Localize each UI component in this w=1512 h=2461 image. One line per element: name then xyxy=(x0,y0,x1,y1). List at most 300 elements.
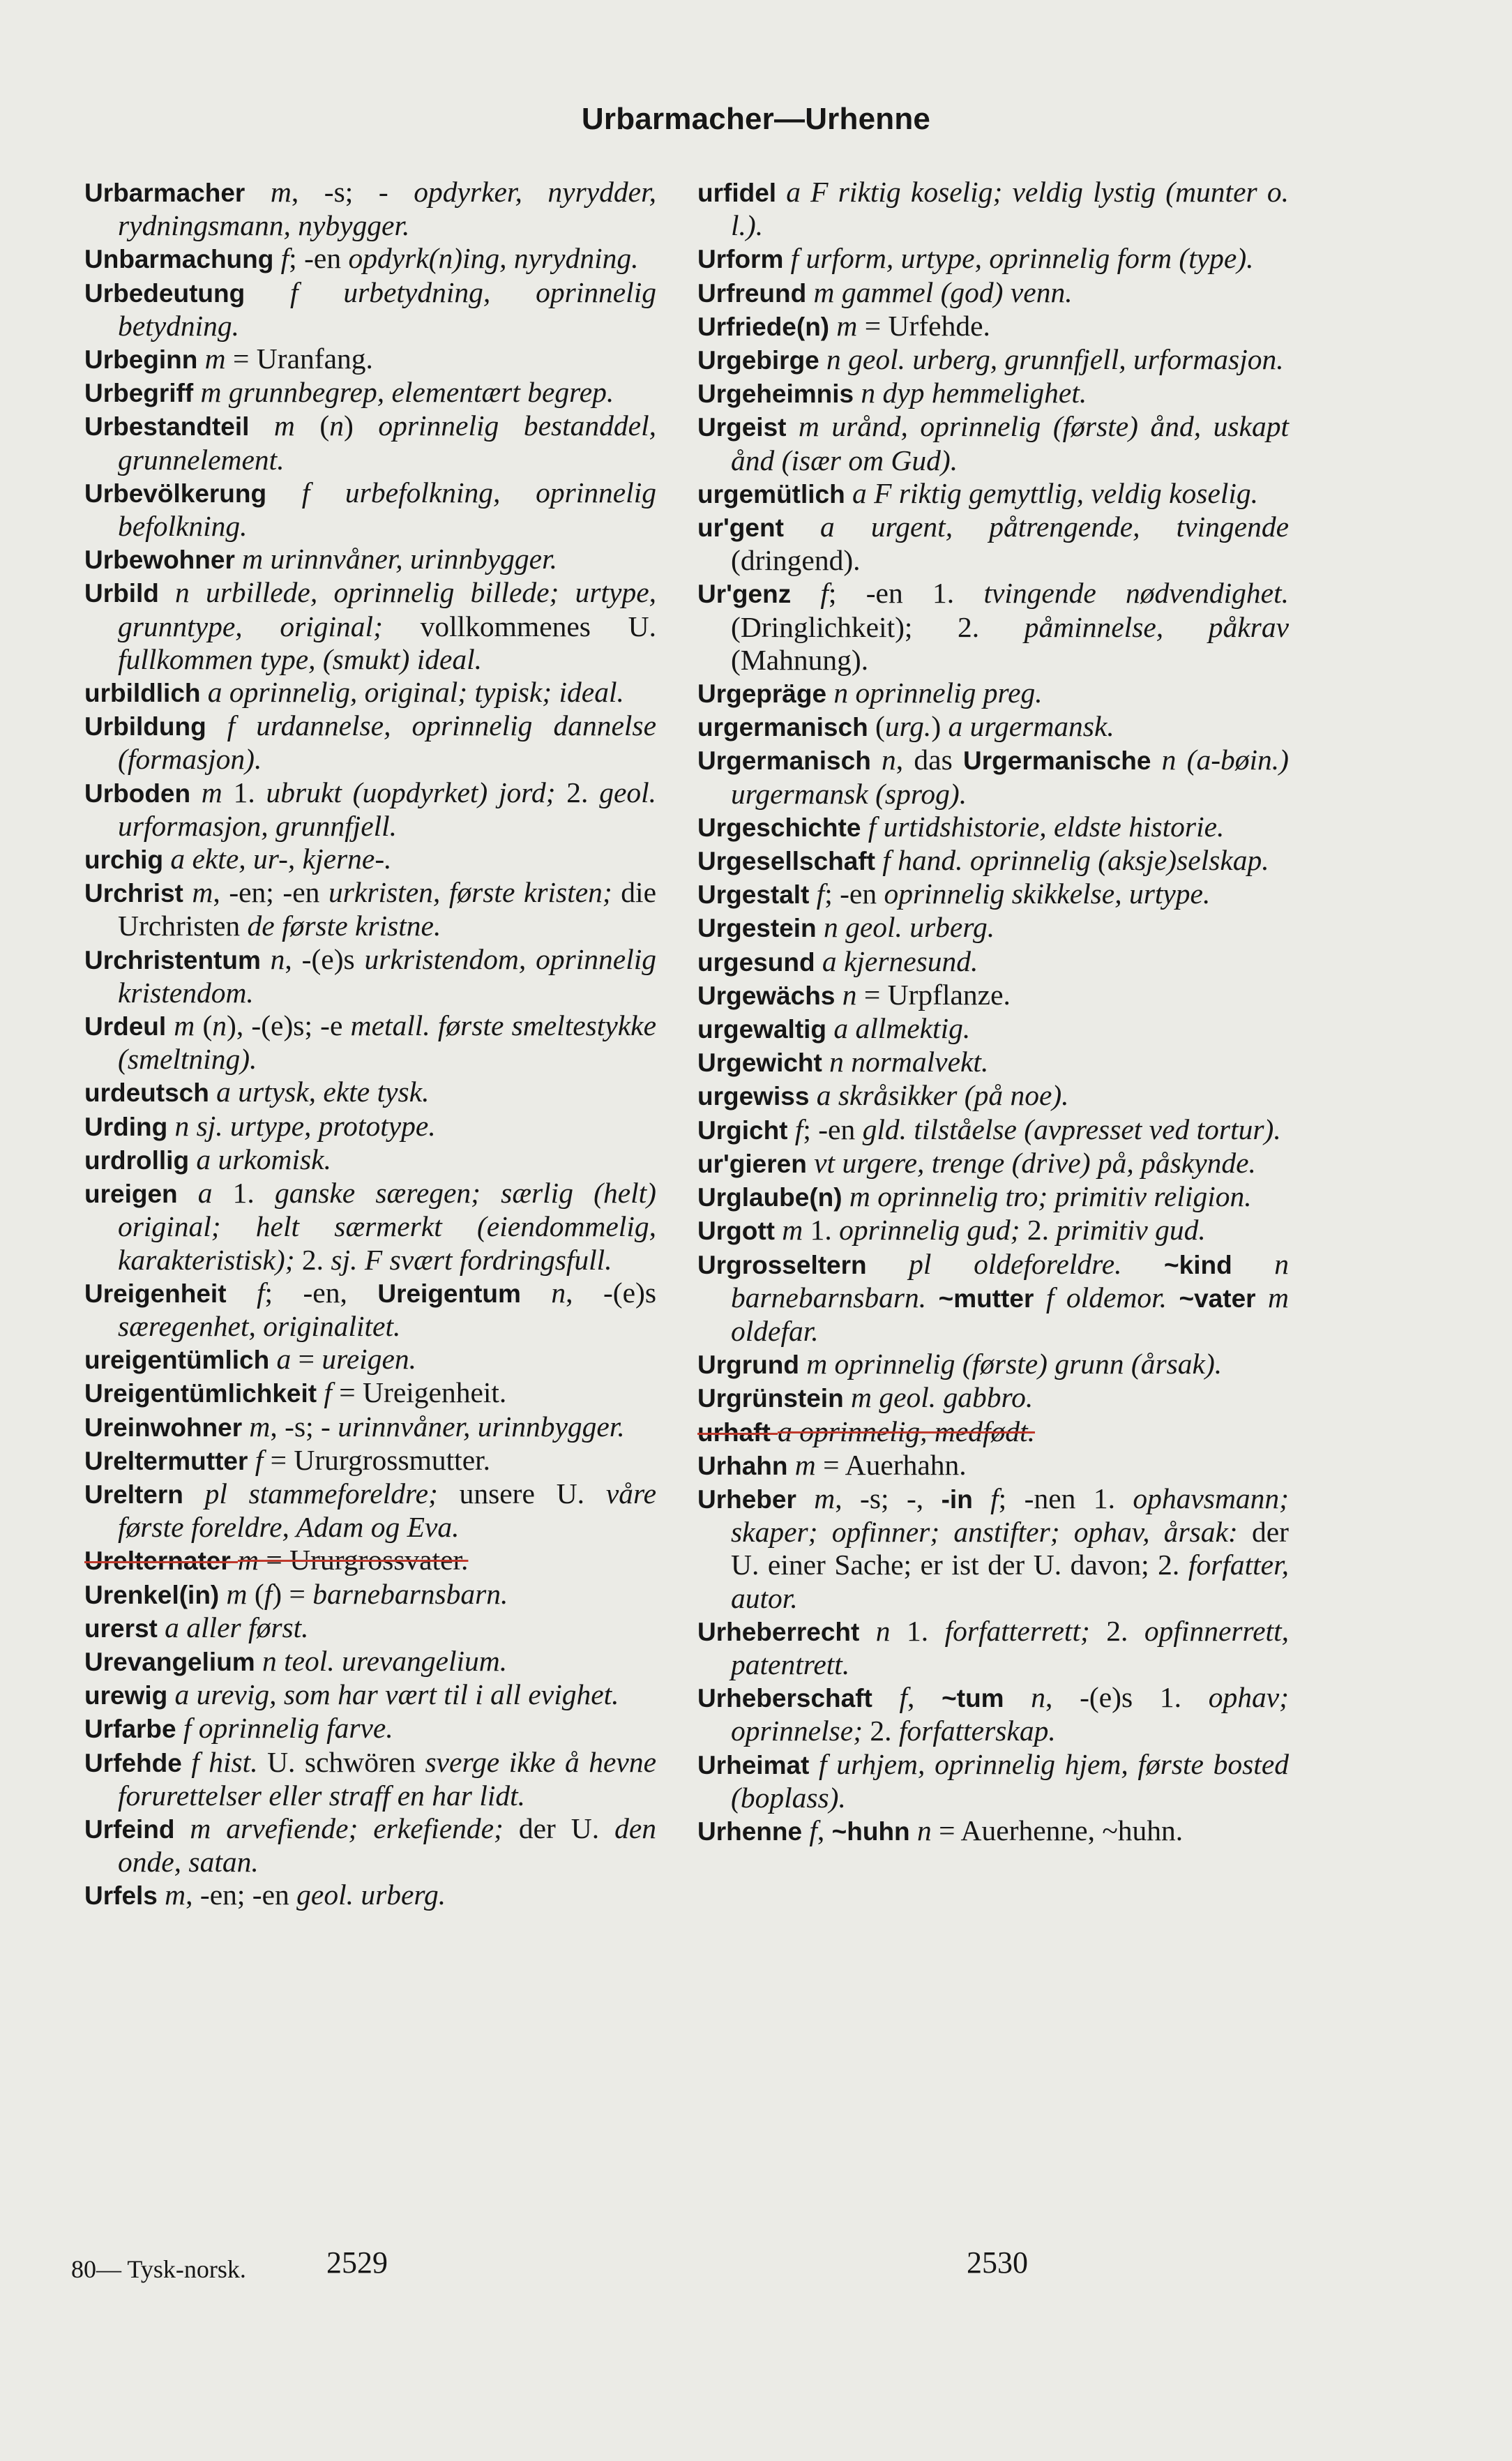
entry-text: m xyxy=(192,876,213,909)
entry-text: n urbillede, oprinnelig billede; urtype, grunntype, original; xyxy=(118,576,656,642)
dictionary-entry xyxy=(84,1177,656,1277)
entry-text: = Ururgrossvater. xyxy=(259,1544,469,1576)
dictionary-entry xyxy=(84,242,656,276)
headword: ur'gieren xyxy=(697,1149,815,1178)
entry-text: (Dringlichkeit); 2. xyxy=(731,610,1025,643)
entry-text: ubrukt (uopdyrket) jord; xyxy=(266,776,556,808)
entry-text: ) xyxy=(931,710,948,743)
headword: Urbewohner xyxy=(84,545,243,575)
entry-text: f xyxy=(280,242,289,275)
headword: Urgeheimnis xyxy=(697,379,861,409)
entry-text: m xyxy=(273,409,295,442)
entry-text: primitiv gud. xyxy=(1056,1214,1206,1247)
headword: urgesund xyxy=(697,947,822,977)
dictionary-entry xyxy=(84,176,656,242)
entry-text: a kjernesund. xyxy=(822,944,978,977)
dictionary-entry xyxy=(84,676,656,709)
dictionary-entry xyxy=(697,911,1289,944)
dictionary-entry xyxy=(697,377,1289,410)
headword: Urchrist xyxy=(84,879,192,908)
left-column xyxy=(84,176,656,1913)
entry-text: n teol. urevangelium. xyxy=(262,1644,508,1677)
dictionary-entry xyxy=(697,1482,1289,1615)
entry-text: oprinnelig bestanddel, grunnelement. xyxy=(118,409,657,476)
entry-text: særegenhet, originalitet. xyxy=(118,1309,401,1342)
entry-text: ; -en xyxy=(289,242,349,275)
entry-text: ~kind xyxy=(1121,1250,1275,1279)
entry-text: (dringend). xyxy=(731,544,861,577)
entry-text: 1. xyxy=(890,1614,945,1647)
entry-text: = Urfehde. xyxy=(857,309,990,342)
entry-text: m xyxy=(249,1410,271,1443)
dictionary-entry xyxy=(697,710,1289,744)
entry-text: pl oldeforeldre. xyxy=(909,1247,1122,1280)
entry-text: a urgermansk. xyxy=(948,710,1114,743)
entry-text: 2. xyxy=(863,1715,899,1747)
headword: Urfriede(n) xyxy=(697,312,837,341)
entry-text: m arvefiende; erkefiende; xyxy=(190,1812,504,1844)
headword: ur'gent xyxy=(697,513,820,543)
entry-text: ; -en 1. xyxy=(828,577,984,610)
dictionary-entry xyxy=(697,1147,1289,1180)
entry-text: n xyxy=(916,1814,932,1846)
entry-text: f urform, urtype, oprinnelig form (type). xyxy=(790,242,1254,275)
entry-text: a F riktig koselig; veldig lystig (munter o. l.). xyxy=(731,176,1290,242)
headword: Urgesellschaft xyxy=(697,847,883,876)
headword: Urgewicht xyxy=(697,1048,830,1078)
headword: Urbarmacher xyxy=(84,179,271,207)
entry-text: m xyxy=(782,1214,803,1247)
running-header: Urbarmacher—Urhenne xyxy=(581,102,931,136)
entry-text: , -(e)s xyxy=(566,1276,656,1309)
headword: Urfarbe xyxy=(84,1715,183,1744)
headword: Ureltermutter xyxy=(84,1446,255,1475)
entry-text: a F riktig gemyttlig, veldig koselig. xyxy=(852,476,1259,509)
headword: Urhahn xyxy=(697,1451,795,1480)
entry-text: 2. xyxy=(294,1243,331,1276)
entry-text: = Auerhahn. xyxy=(815,1448,967,1481)
dictionary-entry xyxy=(84,1076,656,1109)
dictionary-entry xyxy=(84,1645,656,1678)
entry-text: f urbetydning, oprinnelig betydning. xyxy=(118,276,656,342)
entry-text: m xyxy=(204,343,226,375)
dictionary-entry xyxy=(84,1477,656,1544)
dictionary-entry xyxy=(697,1248,1289,1348)
headword: urdrollig xyxy=(84,1145,197,1175)
dictionary-entry xyxy=(84,1678,656,1712)
entry-text: n xyxy=(270,942,285,975)
headword: urbildlich xyxy=(84,679,208,708)
headword: Urgrünstein xyxy=(697,1384,851,1413)
entry-text: m oprinnelig (første) grunn (årsak). xyxy=(806,1348,1223,1380)
entry-text: ( xyxy=(195,1009,213,1042)
dictionary-entry xyxy=(697,310,1289,343)
headword: urfidel xyxy=(697,179,787,207)
headword: Urbestandteil xyxy=(84,412,274,442)
entry-text: (Mahnung). xyxy=(731,643,869,676)
headword: Ureigentümlichkeit xyxy=(84,1379,324,1408)
headword: urgewaltig xyxy=(697,1015,834,1044)
headword: Urfreund xyxy=(697,278,814,308)
entry-text: geol. urformasjon, grunnfjell. xyxy=(118,776,657,842)
dictionary-entry xyxy=(84,1009,656,1076)
entry-text: , -s; - xyxy=(291,176,414,208)
entry-text: ~vater xyxy=(1167,1284,1269,1313)
page-number-right: 2530 xyxy=(967,2245,1028,2280)
page-number-left: 2529 xyxy=(326,2245,388,2280)
entry-text: n xyxy=(1031,1681,1045,1714)
entry-text: forfatter, autor. xyxy=(731,1549,1289,1614)
entry-text: Urgermanische xyxy=(963,746,1162,776)
entry-text: a oprinnelig, original; typisk; ideal. xyxy=(207,676,624,709)
entry-text: geol. urberg. xyxy=(296,1879,446,1911)
entry-text: sj. F svært fordringsfull. xyxy=(331,1243,612,1276)
headword: Unbarmachung xyxy=(84,245,281,274)
entry-text: 1. xyxy=(803,1214,840,1247)
entry-text: m xyxy=(201,776,222,808)
entry-text: U. schwören xyxy=(257,1745,425,1778)
entry-text: ganske særegen; særlig (helt) original; helt særmerkt (eiendommelig, karakteristisk); xyxy=(118,1177,657,1276)
entry-text: ; -en xyxy=(824,878,884,910)
entry-text: n dyp hemmelighet. xyxy=(861,377,1087,409)
entry-text: n geol. urberg, grunnfjell, urformasjon. xyxy=(826,343,1284,376)
entry-text: ; -en xyxy=(803,1113,863,1145)
entry-text: m xyxy=(270,176,292,208)
entry-text: metall. første smeltestykke (smeltning). xyxy=(118,1009,657,1076)
entry-text: = Uranfang. xyxy=(225,343,373,375)
entry-text: oprinnelig skikkelse, urtype. xyxy=(884,878,1211,910)
headword: Urgewächs xyxy=(697,981,842,1010)
entry-text: opdyrk(n)ing, nyrydning. xyxy=(348,242,639,275)
headword: ureigen xyxy=(84,1180,198,1209)
headword: Urgeist xyxy=(697,413,799,442)
entry-text: de første kristne. xyxy=(247,910,441,942)
entry-text: f urdannelse, oprinnelig dannelse (formasjon). xyxy=(118,709,656,776)
headword: Urchristentum xyxy=(84,945,271,974)
entry-text: n xyxy=(212,1009,227,1042)
dictionary-entry xyxy=(697,1415,1289,1449)
dictionary-entry xyxy=(84,1444,656,1477)
headword: Urenkel(in) xyxy=(84,1580,227,1609)
entry-text: a urtysk, ekte tysk. xyxy=(216,1076,430,1108)
entry-text: f xyxy=(324,1376,332,1409)
entry-text: n barnebarnsbarn. xyxy=(731,1247,1289,1314)
dictionary-entry xyxy=(84,1712,656,1745)
entry-text: m urinnvåner, urinnbygger. xyxy=(242,543,558,575)
headword: Urgeschichte xyxy=(697,813,868,842)
entry-text: m gammel (god) venn. xyxy=(813,276,1073,308)
dictionary-entry xyxy=(697,577,1289,677)
entry-text: f oldemor. xyxy=(1045,1281,1167,1314)
dictionary-entry xyxy=(697,1814,1289,1848)
dictionary-entry xyxy=(84,709,656,776)
entry-text: f xyxy=(990,1482,999,1514)
headword: Urbild xyxy=(84,579,176,608)
entry-text: , das xyxy=(895,744,964,776)
headword: Urheimat xyxy=(697,1750,819,1779)
entry-text: ; -nen 1. xyxy=(998,1482,1133,1514)
headword: Urfels xyxy=(84,1881,165,1911)
entry-text: = Ureigenheit. xyxy=(331,1376,507,1409)
entry-text: pl stammeforeldre; xyxy=(204,1477,438,1510)
entry-text: ophav; oprinnelse; xyxy=(731,1681,1289,1747)
dictionary-entry xyxy=(84,1376,656,1410)
entry-text: ) xyxy=(344,409,379,442)
dictionary-entry xyxy=(84,1343,656,1376)
entry-text: = xyxy=(291,1343,322,1376)
entry-text: n xyxy=(842,978,857,1011)
entry-text: sverge ikke å hevne forurettelser eller straff en har lidt. xyxy=(118,1745,657,1812)
dictionary-entry xyxy=(84,1746,656,1812)
dictionary-entry xyxy=(84,876,656,942)
entry-text: m oldefar. xyxy=(731,1281,1289,1347)
headword: Urdeul xyxy=(84,1012,174,1041)
dictionary-entry xyxy=(84,276,656,343)
dictionary-entry xyxy=(84,1812,656,1879)
right-column xyxy=(697,176,1289,1848)
entry-text: a allmektig. xyxy=(833,1012,971,1045)
dictionary-entry xyxy=(84,1110,656,1143)
headword: urgewiss xyxy=(697,1082,817,1111)
headword: Urheberrecht xyxy=(697,1617,876,1646)
entry-text: , -s; -, xyxy=(835,1482,942,1514)
dictionary-entry xyxy=(697,1681,1289,1747)
entry-text: ), -(e)s; -e xyxy=(227,1009,351,1042)
entry-text: n geol. urberg. xyxy=(823,911,995,944)
headword: Urgestalt xyxy=(697,880,817,910)
headword: ureigentümlich xyxy=(84,1346,277,1375)
dictionary-entry xyxy=(84,576,656,676)
entry-text: , -s; - xyxy=(270,1410,338,1443)
dictionary-entry xyxy=(697,844,1289,878)
dictionary-entry xyxy=(697,1348,1289,1381)
entry-text: 1. xyxy=(222,776,266,808)
entry-text: ~huhn xyxy=(831,1816,917,1846)
page-footer xyxy=(0,2245,1512,2287)
entry-text: n xyxy=(329,409,344,442)
headword: Urglaube(n) xyxy=(697,1183,849,1212)
entry-text: ( xyxy=(294,409,330,442)
entry-text: f hand. oprinnelig (aksje)selskap. xyxy=(882,844,1269,877)
dictionary-entry xyxy=(84,376,656,409)
entry-text: n xyxy=(551,1276,566,1309)
entry-text: m xyxy=(174,1009,195,1042)
entry-text: opdyrker, nyrydder, rydningsmann, nybygger. xyxy=(118,176,657,242)
headword: Urfehde xyxy=(84,1748,192,1777)
headword: urhaft xyxy=(697,1417,778,1447)
entry-text: f oprinnelig farve. xyxy=(183,1712,393,1745)
dictionary-entry xyxy=(84,409,656,476)
entry-text: a xyxy=(276,1343,292,1376)
entry-text: , -en; -en xyxy=(186,1879,297,1911)
entry-text: f urbefolkning, oprinnelig befolkning. xyxy=(118,476,656,543)
entry-text: -in xyxy=(941,1484,991,1514)
entry-text: urg. xyxy=(884,710,932,743)
dictionary-entry xyxy=(84,1578,656,1611)
dictionary-entry xyxy=(84,476,656,543)
entry-text: ( xyxy=(875,710,885,743)
entry-text: f xyxy=(816,878,825,910)
dictionary-entry xyxy=(697,1214,1289,1247)
entry-text: 2. xyxy=(1020,1214,1057,1247)
entry-text: m geol. gabbro. xyxy=(850,1381,1034,1414)
entry-text: 2. xyxy=(555,776,600,808)
headword: Urgestein xyxy=(697,914,824,943)
headword: urchig xyxy=(84,845,171,875)
headword: Urbeginn xyxy=(84,345,205,375)
headword: Urevangelium xyxy=(84,1647,262,1676)
headword: Urgott xyxy=(697,1217,783,1246)
dictionary-entry xyxy=(697,1180,1289,1214)
entry-text: m oprinnelig tro; primitiv religion. xyxy=(849,1180,1252,1213)
dictionary-entry xyxy=(84,543,656,576)
dictionary-entry xyxy=(84,1544,656,1577)
headword: Urfeind xyxy=(84,1814,190,1844)
entry-text: forfatterrett; xyxy=(944,1614,1090,1647)
entry-text: Ureigentum xyxy=(377,1279,552,1308)
entry-text: n oprinnelig preg. xyxy=(833,677,1043,709)
entry-text: barnebarnsbarn. xyxy=(312,1577,508,1610)
headword: Urelternater xyxy=(84,1546,239,1576)
dictionary-entry xyxy=(697,1046,1289,1079)
entry-text: fullkommen type, (smukt) ideal. xyxy=(118,642,483,675)
entry-text: ~mutter xyxy=(926,1284,1046,1313)
dictionary-entry xyxy=(84,776,656,843)
entry-text: a ekte, ur-, kjerne-. xyxy=(170,843,392,875)
dictionary-entry xyxy=(697,343,1289,377)
dictionary-entry xyxy=(697,477,1289,511)
entry-text: ( xyxy=(247,1577,264,1610)
headword: Urboden xyxy=(84,778,202,808)
entry-text: urinnvåner, urinnbygger. xyxy=(338,1410,625,1443)
entry-text: f xyxy=(820,577,829,610)
dictionary-entry xyxy=(84,1410,656,1444)
dictionary-entry xyxy=(697,1012,1289,1046)
footer-section-mark: 80— Tysk-norsk. xyxy=(71,2255,246,2283)
dictionary-entry xyxy=(697,878,1289,911)
entry-text: n sj. urtype, prototype. xyxy=(174,1109,436,1142)
entry-text: ; -en, xyxy=(264,1276,378,1309)
dictionary-entry xyxy=(697,176,1289,242)
entry-text: ophavsmann; skaper; opfinner; anstifter; ophav, årsak: xyxy=(731,1482,1289,1549)
headword: Urbedeutung xyxy=(84,278,290,308)
headword: Urheberschaft xyxy=(697,1684,900,1713)
entry-text: f xyxy=(809,1814,817,1846)
entry-text: , xyxy=(907,1681,942,1714)
entry-text: f xyxy=(256,1276,265,1309)
entry-text: 1. xyxy=(212,1177,275,1210)
headword: Urbegriff xyxy=(84,379,201,408)
entry-text: m xyxy=(226,1577,248,1610)
entry-text: ureigen. xyxy=(322,1343,416,1376)
headword: urgemütlich xyxy=(697,479,853,509)
dictionary-entry xyxy=(84,843,656,876)
entry-text: tvingende nødvendighet. xyxy=(983,577,1289,610)
entry-text: = Ururgrossmutter. xyxy=(263,1443,491,1476)
entry-text: oprinnelig gud; xyxy=(839,1214,1020,1247)
entry-text: m xyxy=(238,1544,259,1576)
dictionary-entry xyxy=(697,945,1289,979)
entry-text: m xyxy=(836,309,858,342)
entry-text: die Urchristen xyxy=(118,876,657,942)
dictionary-entry xyxy=(697,979,1289,1012)
dictionary-entry xyxy=(84,1143,656,1177)
dictionary-entry xyxy=(697,1079,1289,1113)
entry-text: n normalvekt. xyxy=(829,1046,989,1078)
headword: Ureigenheit xyxy=(84,1279,257,1308)
entry-text: der U. einer Sache; er ist der U. davon; 2. xyxy=(731,1516,1289,1581)
entry-text: f xyxy=(255,1443,264,1476)
entry-text: 2. xyxy=(1089,1614,1144,1647)
entry-text: ) = xyxy=(272,1577,313,1610)
headword: Urgepräge xyxy=(697,679,834,709)
entry-text: m xyxy=(814,1482,836,1514)
dictionary-entry xyxy=(697,511,1289,577)
headword: urdeutsch xyxy=(84,1078,217,1108)
headword: Ureinwohner xyxy=(84,1413,250,1442)
entry-text: m grunnbegrep, elementært begrep. xyxy=(200,376,614,409)
entry-text: forfatterskap. xyxy=(898,1715,1056,1747)
entry-text: a aller først. xyxy=(165,1611,309,1643)
dictionary-entry xyxy=(84,343,656,376)
entry-text: unsere U. xyxy=(437,1477,606,1510)
entry-text: våre første foreldre, Adam og Eva. xyxy=(118,1477,657,1544)
entry-text: f xyxy=(794,1113,803,1145)
headword: Urbildung xyxy=(84,712,227,742)
headword: urewig xyxy=(84,1681,175,1710)
entry-text: m urånd, oprinnelig (første) ånd, uskapt ånd (især om Gud). xyxy=(731,410,1289,476)
headword: Urding xyxy=(84,1112,175,1141)
headword: Ur'genz xyxy=(697,580,821,609)
dictionary-entry xyxy=(697,1449,1289,1482)
dictionary-entry xyxy=(697,276,1289,310)
entry-text: f urtidshistorie, eldste historie. xyxy=(868,810,1225,843)
dictionary-entry xyxy=(84,1611,656,1645)
entry-text: = Urpflanze. xyxy=(856,978,1011,1011)
headword: Urform xyxy=(697,245,791,274)
entry-text: a oprinnelig, medfødt. xyxy=(778,1415,1035,1447)
dictionary-entry xyxy=(697,1113,1289,1147)
entry-text: den onde, satan. xyxy=(118,1812,656,1879)
headword: Urheber xyxy=(697,1484,815,1514)
dictionary-entry xyxy=(697,677,1289,710)
entry-text: m xyxy=(794,1448,816,1481)
headword: Urbevölkerung xyxy=(84,479,302,508)
entry-text: a skråsikker (på noe). xyxy=(816,1079,1069,1112)
dictionary-entry xyxy=(84,1879,656,1912)
headword: Urgebirge xyxy=(697,346,827,375)
headword: urerst xyxy=(84,1613,165,1643)
entry-text: ~tum xyxy=(942,1684,1031,1713)
entry-text: n xyxy=(882,744,896,776)
entry-text: = Auerhenne, ~huhn. xyxy=(931,1814,1184,1846)
dictionary-entry xyxy=(697,242,1289,276)
headword: Urhenne xyxy=(697,1816,810,1846)
entry-text: a urevig, som har vært til i all evighet. xyxy=(174,1678,619,1711)
headword: Urgicht xyxy=(697,1115,795,1145)
dictionary-entry xyxy=(84,943,656,1009)
dictionary-entry xyxy=(697,1748,1289,1814)
entry-text: opfinnerrett, patentrett. xyxy=(731,1614,1289,1680)
entry-text: a xyxy=(197,1177,213,1210)
entry-text: urkristen, første kristen; xyxy=(328,876,612,909)
dictionary-entry xyxy=(697,811,1289,844)
dictionary-entry xyxy=(697,410,1289,476)
entry-text: urkristendom, oprinnelig kristendom. xyxy=(118,942,657,1009)
entry-text: vollkommenes U. xyxy=(382,610,656,642)
dictionary-entry xyxy=(697,744,1289,810)
entry-text: f urhjem, oprinnelig hjem, første bosted (boplass). xyxy=(731,1747,1290,1814)
